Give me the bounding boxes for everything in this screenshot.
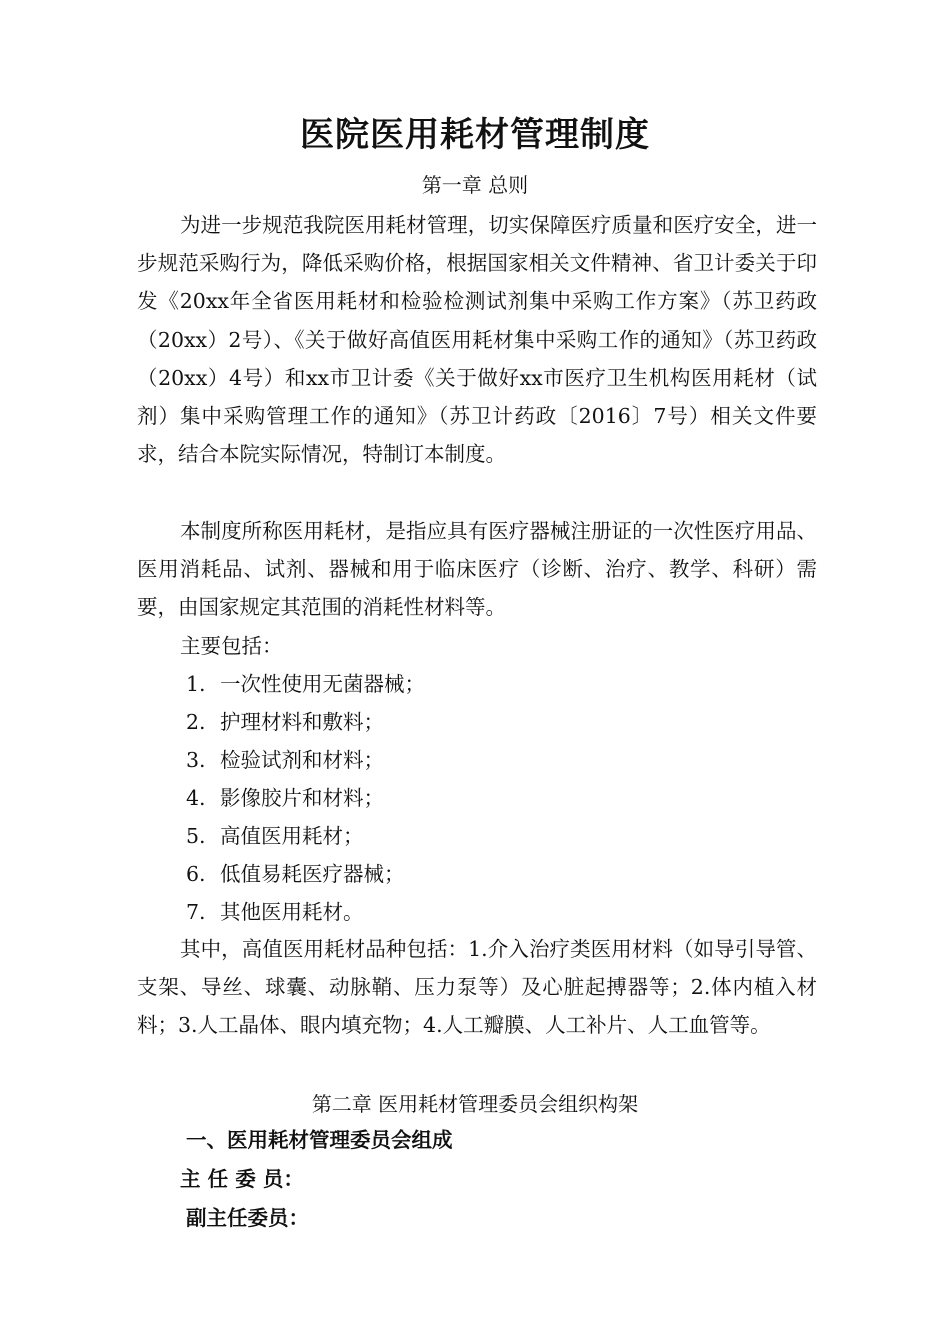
list-item-text: 检验试剂和材料；: [220, 748, 384, 772]
list-item: [186, 859, 405, 889]
list-item-number: 1.: [186, 672, 206, 696]
list-item: [186, 821, 364, 851]
list-item-number: 7.: [186, 900, 206, 924]
list-item: [186, 707, 384, 737]
list-item: [186, 783, 384, 813]
list-item-number: 4.: [186, 786, 206, 810]
includes-label: 主要包括：: [180, 634, 283, 658]
deputy-director-label: 副主任委员：: [186, 1206, 309, 1230]
definition-paragraph: 本制度所称医用耗材，是指应具有医疗器械注册证的一次性医疗用品、医用消耗品、试剂、器械和用于临床医疗（诊断、治疗、教学、科研）需要，由国家规定其范围的消耗性材料等。: [137, 519, 817, 620]
list-item-text: 高值医用耗材；: [220, 824, 364, 848]
chapter-1-heading: 第一章 总则: [421, 173, 529, 197]
intro-paragraph: 为进一步规范我院医用耗材管理，切实保障医疗质量和医疗安全，进一步规范采购行为，降低采购价格，根据国家相关文件精神、省卫计委关于印发《20xx年全省医用耗材和检验检测试剂集中采购工作方案》（苏卫药政（20xx）2号）、《关于做好高值医用耗材集中采购工作的通知》（苏卫药政（20xx）4号）和xx市卫计委《关于做好xx市医疗卫生机构医用耗材（试剂）集中采购管理工作的通知》（苏卫计药政〔2016〕7号）相关文件要求，结合本院实际情况，特制订本制度。: [137, 213, 817, 467]
list-item-text: 护理材料和敷料；: [220, 710, 384, 734]
list-item-number: 5.: [186, 824, 206, 848]
list-item-number: 6.: [186, 862, 206, 886]
chapter-2-heading: 第二章 医用耗材管理委员会组织构架: [311, 1092, 639, 1116]
list-item: [186, 669, 425, 699]
list-item-text: 其他医用耗材。: [220, 900, 364, 924]
director-label: 主 任 委 员：: [180, 1167, 304, 1191]
document-title: 医院医用耗材管理制度: [300, 115, 650, 155]
list-item-number: 2.: [186, 710, 206, 734]
list-item-text: 一次性使用无菌器械；: [220, 672, 425, 696]
list-item-text: 影像胶片和材料；: [220, 786, 384, 810]
high-value-paragraph: 其中，高值医用耗材品种包括：1.介入治疗类医用材料（如导引导管、支架、导丝、球囊、动脉鞘、压力泵等）及心脏起搏器等；2.体内植入材料；3.人工晶体、眼内填充物；4.人工瓣膜、人工补片、人工血管等。: [137, 937, 817, 1038]
list-item: [186, 745, 384, 775]
list-item-number: 3.: [186, 748, 206, 772]
section-1-heading: 一、医用耗材管理委员会组成: [186, 1128, 453, 1152]
list-item: [186, 897, 364, 927]
list-item-text: 低值易耗医疗器械；: [220, 862, 405, 886]
